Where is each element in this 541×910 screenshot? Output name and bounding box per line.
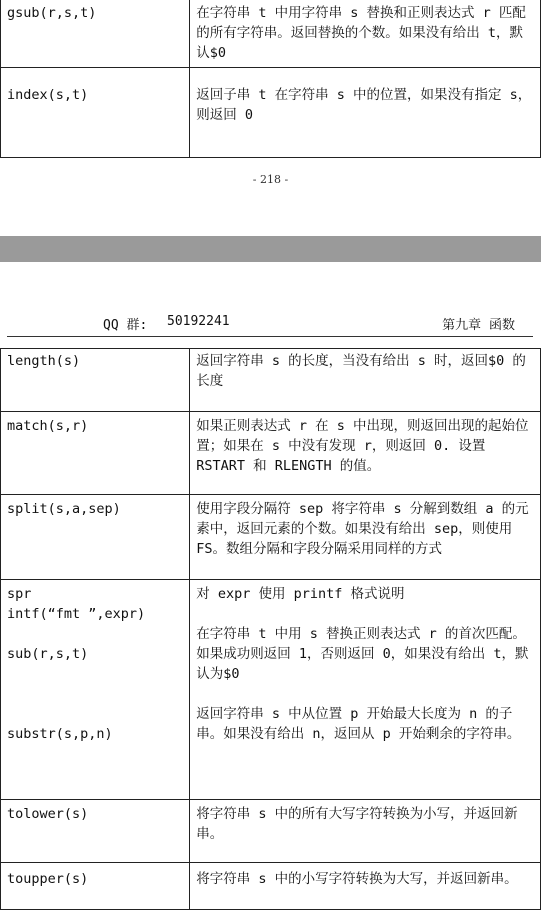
upper-page xyxy=(0,0,541,236)
function-name: spr intf(“fmt ”,expr) sub(r,s,t) substr(s,p,n) xyxy=(1,580,190,800)
page-gap xyxy=(0,236,541,262)
function-name: gsub(r,s,t) xyxy=(1,0,190,68)
function-description: 如果正则表达式 r 在 s 中出现，则返回出现的起始位置；如果在 s 中没有发现 r，则返回 0. 设置 RSTART 和 RLENGTH 的值。 xyxy=(190,412,541,495)
table-row xyxy=(1,495,541,580)
function-description: 使用字段分隔符 sep 将字符串 s 分解到数组 a 的元素中，返回元素的个数。如果没有给出 sep，则使用 FS。数组分隔和字段分隔采用同样的方式 xyxy=(190,495,541,580)
page-header xyxy=(7,312,533,337)
function-description: 对 expr 使用 printf 格式说明 在字符串 t 中用 s 替换正则表达式 r 的首次匹配。如果成功则返回 1，否则返回 0，如果没有给出 t，默认为$0 返回字符串 s 中从位置 p 开始最大长度为 n 的子串。如果没有给出 n，返回从 p 开始剩余的字符串。 xyxy=(190,580,541,800)
function-name: match(s,r) xyxy=(1,412,190,495)
function-name: split(s,a,sep) xyxy=(1,495,190,580)
qq-group-number: 50192241 xyxy=(167,314,230,329)
table-row xyxy=(1,800,541,863)
function-description: 在字符串 t 中用字符串 s 替换和正则表达式 r 匹配的所有字符串。返回替换的个数。如果没有给出 t，默认$0 xyxy=(190,0,541,68)
page-number: - 218 - xyxy=(252,173,289,186)
table-row xyxy=(1,349,541,412)
chapter-title: 第九章 函数 xyxy=(442,318,515,333)
function-name: toupper(s) xyxy=(1,863,190,910)
function-description: 将字符串 s 中的小写字符转换为大写，并返回新串。 xyxy=(190,863,541,910)
function-name: tolower(s) xyxy=(1,800,190,863)
function-description: 返回子串 t 在字符串 s 中的位置，如果没有指定 s，则返回 0 xyxy=(190,68,541,158)
table-row xyxy=(1,412,541,495)
function-description: 将字符串 s 中的所有大写字符转换为小写，并返回新串。 xyxy=(190,800,541,863)
function-name: length(s) xyxy=(1,349,190,412)
table-row xyxy=(1,0,541,68)
functions-table-top xyxy=(0,0,541,158)
functions-table-bottom xyxy=(0,348,541,910)
lower-page xyxy=(0,262,541,887)
function-description: 返回字符串 s 的长度，当没有给出 s 时，返回$0 的长度 xyxy=(190,349,541,412)
qq-group-label: QQ 群: xyxy=(103,318,148,333)
function-name: index(s,t) xyxy=(1,68,190,158)
table-row xyxy=(1,580,541,800)
table-row xyxy=(1,863,541,910)
table-row xyxy=(1,68,541,158)
